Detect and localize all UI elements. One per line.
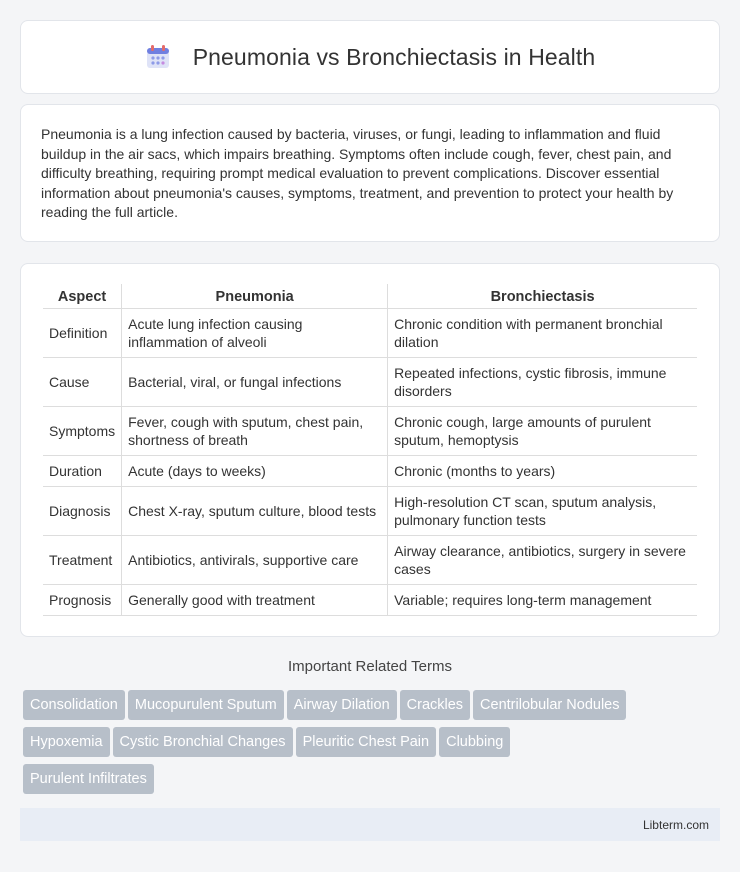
table-row — [43, 407, 697, 456]
footer-site-link[interactable]: Libterm.com — [642, 818, 709, 832]
table-row — [43, 358, 697, 407]
table-cell: Repeated infections, cystic fibrosis, immune disorders — [388, 358, 697, 407]
table-row — [43, 456, 697, 487]
term-tag[interactable]: Airway Dilation — [287, 690, 397, 720]
intro-card — [20, 104, 720, 242]
table-cell: Generally good with treatment — [122, 585, 388, 616]
table-cell: High-resolution CT scan, sputum analysis, pulmonary function tests — [388, 487, 697, 536]
table-header-cell: Bronchiectasis — [388, 284, 697, 309]
table-cell: Variable; requires long-term management — [388, 585, 697, 616]
term-tag[interactable]: Clubbing — [439, 727, 510, 757]
table-header-cell: Aspect — [43, 284, 122, 309]
term-tag[interactable]: Mucopurulent Sputum — [128, 690, 284, 720]
term-tag[interactable]: Crackles — [400, 690, 470, 720]
term-tag[interactable]: Consolidation — [23, 690, 125, 720]
header-card — [20, 20, 720, 94]
table-cell: Airway clearance, antibiotics, surgery in severe cases — [388, 536, 697, 585]
term-tag[interactable]: Purulent Infiltrates — [23, 764, 154, 794]
calendar-icon — [145, 44, 171, 70]
table-cell-aspect: Cause — [43, 358, 122, 407]
table-row — [43, 536, 697, 585]
table-row — [43, 585, 697, 616]
table-cell: Bacterial, viral, or fungal infections — [122, 358, 388, 407]
footer — [20, 808, 720, 841]
intro-text: Pneumonia is a lung infection caused by bacteria, viruses, or fungi, leading to inflammation and fluid buildup in the air sacs, which impairs breathing. Symptoms often include cough, fever, chest pain, and difficulty breathing, requiring prompt medical evaluation to prevent complications. Discover essential information about pneumonia's causes, symptoms, treatment, and prevention to protect your health by reading the full article. — [41, 126, 674, 220]
table-header-cell: Pneumonia — [122, 284, 388, 309]
term-tag[interactable]: Pleuritic Chest Pain — [296, 727, 437, 757]
comparison-table-card — [20, 263, 720, 637]
term-tag[interactable]: Hypoxemia — [23, 727, 110, 757]
comparison-table — [43, 284, 697, 616]
table-cell-aspect: Prognosis — [43, 585, 122, 616]
table-header-row — [43, 284, 697, 309]
table-cell-aspect: Symptoms — [43, 407, 122, 456]
page-title: Pneumonia vs Bronchiectasis in Health — [192, 43, 596, 70]
related-terms-title: Important Related Terms — [288, 658, 452, 675]
table-cell-aspect: Diagnosis — [43, 487, 122, 536]
table-cell: Antibiotics, antivirals, supportive care — [122, 536, 388, 585]
table-row — [43, 309, 697, 358]
table-row — [43, 487, 697, 536]
related-terms-list — [23, 690, 723, 801]
table-cell-aspect: Duration — [43, 456, 122, 487]
table-cell: Acute (days to weeks) — [122, 456, 388, 487]
table-cell-aspect: Definition — [43, 309, 122, 358]
table-cell: Chest X-ray, sputum culture, blood tests — [122, 487, 388, 536]
term-tag[interactable]: Centrilobular Nodules — [473, 690, 626, 720]
term-tag[interactable]: Cystic Bronchial Changes — [113, 727, 293, 757]
table-cell: Fever, cough with sputum, chest pain, shortness of breath — [122, 407, 388, 456]
table-cell-aspect: Treatment — [43, 536, 122, 585]
table-cell: Chronic cough, large amounts of purulent sputum, hemoptysis — [388, 407, 697, 456]
table-cell: Chronic (months to years) — [388, 456, 697, 487]
table-cell: Chronic condition with permanent bronchial dilation — [388, 309, 697, 358]
table-cell: Acute lung infection causing inflammation of alveoli — [122, 309, 388, 358]
